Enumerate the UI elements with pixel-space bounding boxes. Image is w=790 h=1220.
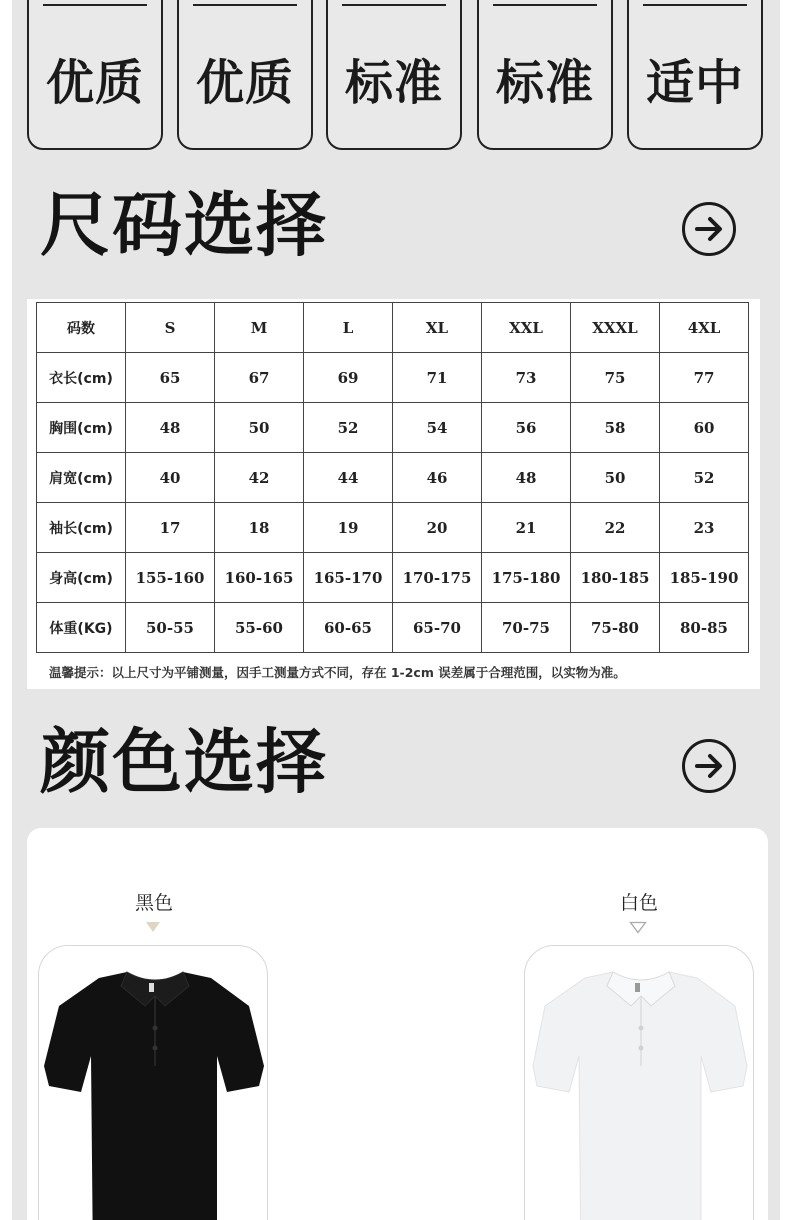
attribute-card (27, 0, 163, 150)
attribute-card (477, 0, 613, 150)
black-polo-image (39, 946, 268, 1220)
triangle-down-icon (629, 921, 647, 934)
row-label: 袖长(cm) (37, 503, 126, 553)
color-section-title: 颜色选择 (40, 721, 328, 803)
card-divider (493, 4, 597, 6)
table-cell: 48 (126, 403, 215, 453)
table-cell: 22 (571, 503, 660, 553)
table-cell: 80-85 (660, 603, 749, 653)
table-cell: 60 (660, 403, 749, 453)
table-row (37, 453, 749, 503)
table-cell: 175-180 (482, 553, 571, 603)
header-cell: 码数 (37, 303, 126, 353)
arrow-right-circle-icon[interactable] (682, 739, 736, 793)
table-header-row (37, 303, 749, 353)
header-cell: XXL (482, 303, 571, 353)
table-cell: 52 (660, 453, 749, 503)
attribute-value: 标准 (344, 55, 443, 111)
table-cell: 42 (215, 453, 304, 503)
table-cell: 65-70 (393, 603, 482, 653)
header-cell: XL (393, 303, 482, 353)
size-table (36, 302, 749, 653)
table-cell: 50 (571, 453, 660, 503)
card-divider (643, 4, 747, 6)
white-polo-image (525, 946, 754, 1220)
table-cell: 50 (215, 403, 304, 453)
size-chart-panel (27, 299, 760, 689)
detail-page (12, 0, 780, 1220)
black-shirt-option[interactable] (38, 945, 268, 1220)
table-cell: 71 (393, 353, 482, 403)
table-cell: 48 (482, 453, 571, 503)
measurement-tip: 温馨提示：以上尺寸为平铺测量，因手工测量方式不同，存在 1-2cm 误差属于合理范围，以实物为准。 (49, 665, 626, 680)
table-cell: 180-185 (571, 553, 660, 603)
table-cell: 69 (304, 353, 393, 403)
triangle-down-icon (145, 921, 161, 933)
header-cell: 4XL (660, 303, 749, 353)
size-section-title: 尺码选择 (40, 184, 328, 266)
row-label: 体重(KG) (37, 603, 126, 653)
row-label: 胸围(cm) (37, 403, 126, 453)
header-cell: XXXL (571, 303, 660, 353)
table-cell: 65 (126, 353, 215, 403)
table-cell: 19 (304, 503, 393, 553)
table-cell: 56 (482, 403, 571, 453)
table-cell: 165-170 (304, 553, 393, 603)
attribute-card (326, 0, 462, 150)
table-row (37, 603, 749, 653)
table-cell: 73 (482, 353, 571, 403)
attribute-cards (27, 0, 765, 152)
attribute-value: 适中 (645, 55, 744, 111)
table-cell: 185-190 (660, 553, 749, 603)
table-cell: 75 (571, 353, 660, 403)
table-cell: 55-60 (215, 603, 304, 653)
table-cell: 18 (215, 503, 304, 553)
table-cell: 52 (304, 403, 393, 453)
table-cell: 40 (126, 453, 215, 503)
table-row (37, 353, 749, 403)
table-cell: 67 (215, 353, 304, 403)
table-cell: 160-165 (215, 553, 304, 603)
attribute-value: 优质 (45, 55, 144, 111)
table-cell: 77 (660, 353, 749, 403)
attribute-value: 标准 (495, 55, 594, 111)
color-label-white: 白色 (619, 892, 658, 914)
white-shirt-option[interactable] (524, 945, 754, 1220)
table-cell: 58 (571, 403, 660, 453)
card-divider (43, 4, 147, 6)
attribute-card (177, 0, 313, 150)
table-cell: 21 (482, 503, 571, 553)
arrow-right-circle-icon[interactable] (682, 202, 736, 256)
table-cell: 54 (393, 403, 482, 453)
header-cell: M (215, 303, 304, 353)
table-cell: 23 (660, 503, 749, 553)
attribute-value: 优质 (195, 55, 294, 111)
table-cell: 70-75 (482, 603, 571, 653)
table-cell: 50-55 (126, 603, 215, 653)
color-label-black: 黑色 (134, 892, 173, 914)
table-cell: 20 (393, 503, 482, 553)
row-label: 肩宽(cm) (37, 453, 126, 503)
table-row (37, 553, 749, 603)
header-cell: L (304, 303, 393, 353)
table-cell: 155-160 (126, 553, 215, 603)
table-cell: 60-65 (304, 603, 393, 653)
row-label: 衣长(cm) (37, 353, 126, 403)
card-divider (342, 4, 446, 6)
table-cell: 44 (304, 453, 393, 503)
table-row (37, 403, 749, 453)
row-label: 身高(cm) (37, 553, 126, 603)
color-options-panel (27, 828, 768, 1220)
table-cell: 17 (126, 503, 215, 553)
table-cell: 170-175 (393, 553, 482, 603)
attribute-card (627, 0, 763, 150)
header-cell: S (126, 303, 215, 353)
card-divider (193, 4, 297, 6)
table-cell: 46 (393, 453, 482, 503)
table-cell: 75-80 (571, 603, 660, 653)
table-row (37, 503, 749, 553)
